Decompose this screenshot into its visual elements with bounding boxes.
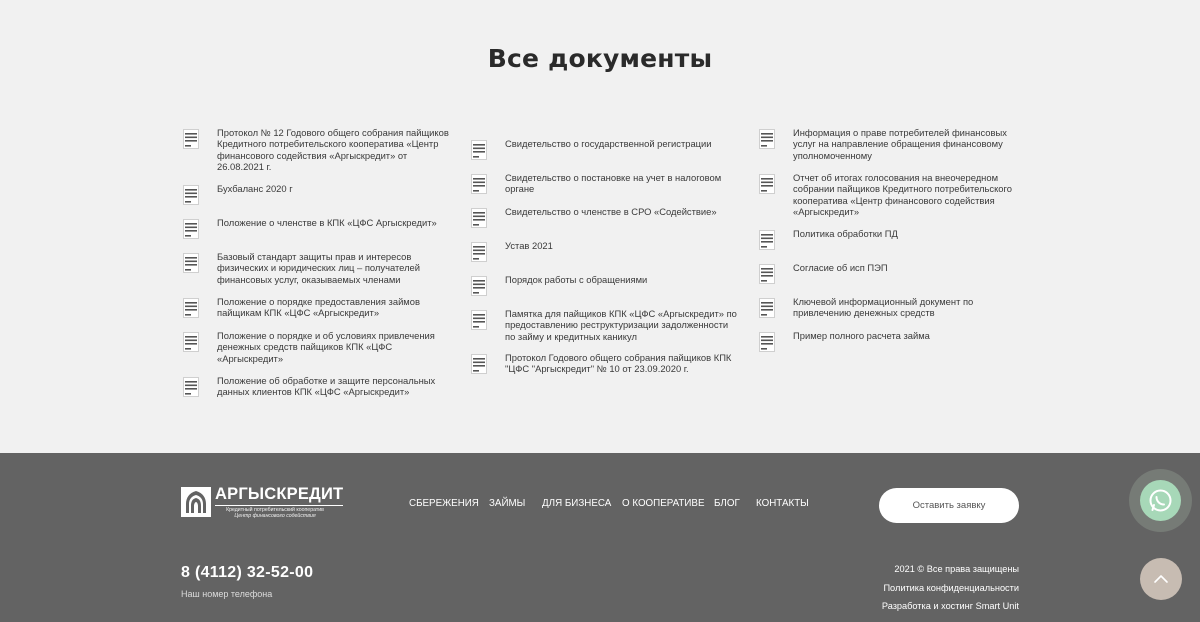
document-label: Памятка для пайщиков КПК «ЦФС «Аргыскредит» по предоставлению реструктуризации задолженности по займу и кредитных каникул: [505, 308, 737, 342]
document-label: Положение о порядке и об условиях привлечения денежных средств пайщиков КПК «ЦФС «Аргыскредит»: [217, 330, 435, 364]
document-icon: [183, 219, 201, 239]
privacy-policy-link[interactable]: Политика конфиденциальности: [883, 583, 1019, 593]
logo-name: АРГЫСКРЕДИТ: [215, 485, 343, 506]
nav-item-contacts[interactable]: КОНТАКТЫ: [756, 498, 809, 509]
document-label: Политика обработки ПД: [793, 228, 898, 239]
document-label: Согласие об исп ПЭП: [793, 262, 888, 273]
document-label: Свидетельство о государственной регистрации: [505, 138, 712, 149]
document-label: Свидетельство о членстве в СРО «Содействие»: [505, 206, 717, 217]
document-icon: [183, 253, 201, 273]
document-icon: [471, 174, 489, 194]
whatsapp-icon: [1140, 480, 1181, 521]
whatsapp-button[interactable]: [1129, 469, 1192, 532]
document-label: Протокол № 12 Годового общего собрания пайщиков Кредитного потребительского кооператива «Центр финансового содействия «Аргыскредит» от 26.08.2021 г.: [217, 127, 449, 172]
document-icon: [759, 332, 777, 352]
chevron-up-icon: [1140, 587, 1182, 604]
document-icon: [471, 310, 489, 330]
logo-mark-icon: [181, 487, 211, 517]
nav-item-business[interactable]: ДЛЯ БИЗНЕСА: [542, 498, 612, 509]
developer-link[interactable]: Разработка и хостинг Smart Unit: [881, 601, 1019, 611]
nav-item-blog[interactable]: БЛОГ: [714, 498, 740, 509]
nav-item-about[interactable]: О КООПЕРАТИВЕ: [622, 498, 705, 509]
document-icon: [183, 377, 201, 397]
document-icon: [471, 140, 489, 160]
footer: [0, 453, 1200, 622]
document-label: Ключевой информационный документ по привлечению денежных средств: [793, 296, 974, 319]
copyright: 2021 © Все права защищены: [894, 564, 1019, 574]
document-label: Положение о членстве в КПК «ЦФС Аргыскредит»: [217, 217, 437, 228]
document-label: Протокол Годового общего собрания пайщиков КПК "ЦФС "Аргыскредит" № 10 от 23.09.2020 г.: [505, 352, 732, 375]
scroll-up-button[interactable]: [1140, 558, 1182, 600]
document-icon: [471, 208, 489, 228]
page-title: Все документы: [487, 44, 713, 73]
nav-item-loans[interactable]: ЗАЙМЫ: [489, 498, 526, 509]
leave-request-button[interactable]: Оставить заявку: [879, 488, 1019, 523]
nav-item-savings[interactable]: СБЕРЕЖЕНИЯ: [409, 498, 479, 509]
document-icon: [759, 298, 777, 318]
document-icon: [759, 174, 777, 194]
document-icon: [471, 354, 489, 374]
logo-subtitle-2: Центр финансового содействия: [234, 513, 316, 519]
document-label: Информация о праве потребителей финансовых услуг на направление обращения финансовому уполномоченному: [793, 127, 1007, 161]
document-label: Устав 2021: [505, 240, 553, 251]
document-label: Отчет об итогах голосования на внеочередном собрании пайщиков Кредитного потребительского кооператива «Центр финансового содействия «Аргыскредит»: [793, 172, 1012, 217]
document-icon: [183, 332, 201, 352]
document-icon: [183, 298, 201, 318]
document-label: Пример полного расчета займа: [793, 330, 930, 341]
document-icon: [471, 242, 489, 262]
phone-number[interactable]: 8 (4112) 32-52-00: [181, 564, 314, 581]
document-label: Положение об обработке и защите персональных данных клиентов КПК «ЦФС «Аргыскредит»: [217, 375, 436, 398]
document-icon: [759, 264, 777, 284]
logo-subtitle: Кредитный потребительский кооператив: [226, 507, 324, 513]
phone-caption: Наш номер телефона: [181, 589, 273, 599]
document-label: Порядок работы с обращениями: [505, 274, 648, 285]
document-label: Положение о порядке предоставления займов пайщикам КПК «ЦФС «Аргыскредит»: [217, 296, 420, 319]
document-icon: [183, 185, 201, 205]
document-label: Свидетельство о постановке на учет в налоговом органе: [505, 172, 722, 195]
document-icon: [759, 230, 777, 250]
logo[interactable]: [181, 485, 344, 519]
document-icon: [759, 129, 777, 149]
document-icon: [183, 129, 201, 149]
document-label: Базовый стандарт защиты прав и интересов физических и юридических лиц – получателей финансовых услуг, оказываемых членами: [217, 251, 420, 285]
document-icon: [471, 276, 489, 296]
document-label: Бухбаланс 2020 г: [217, 183, 293, 194]
